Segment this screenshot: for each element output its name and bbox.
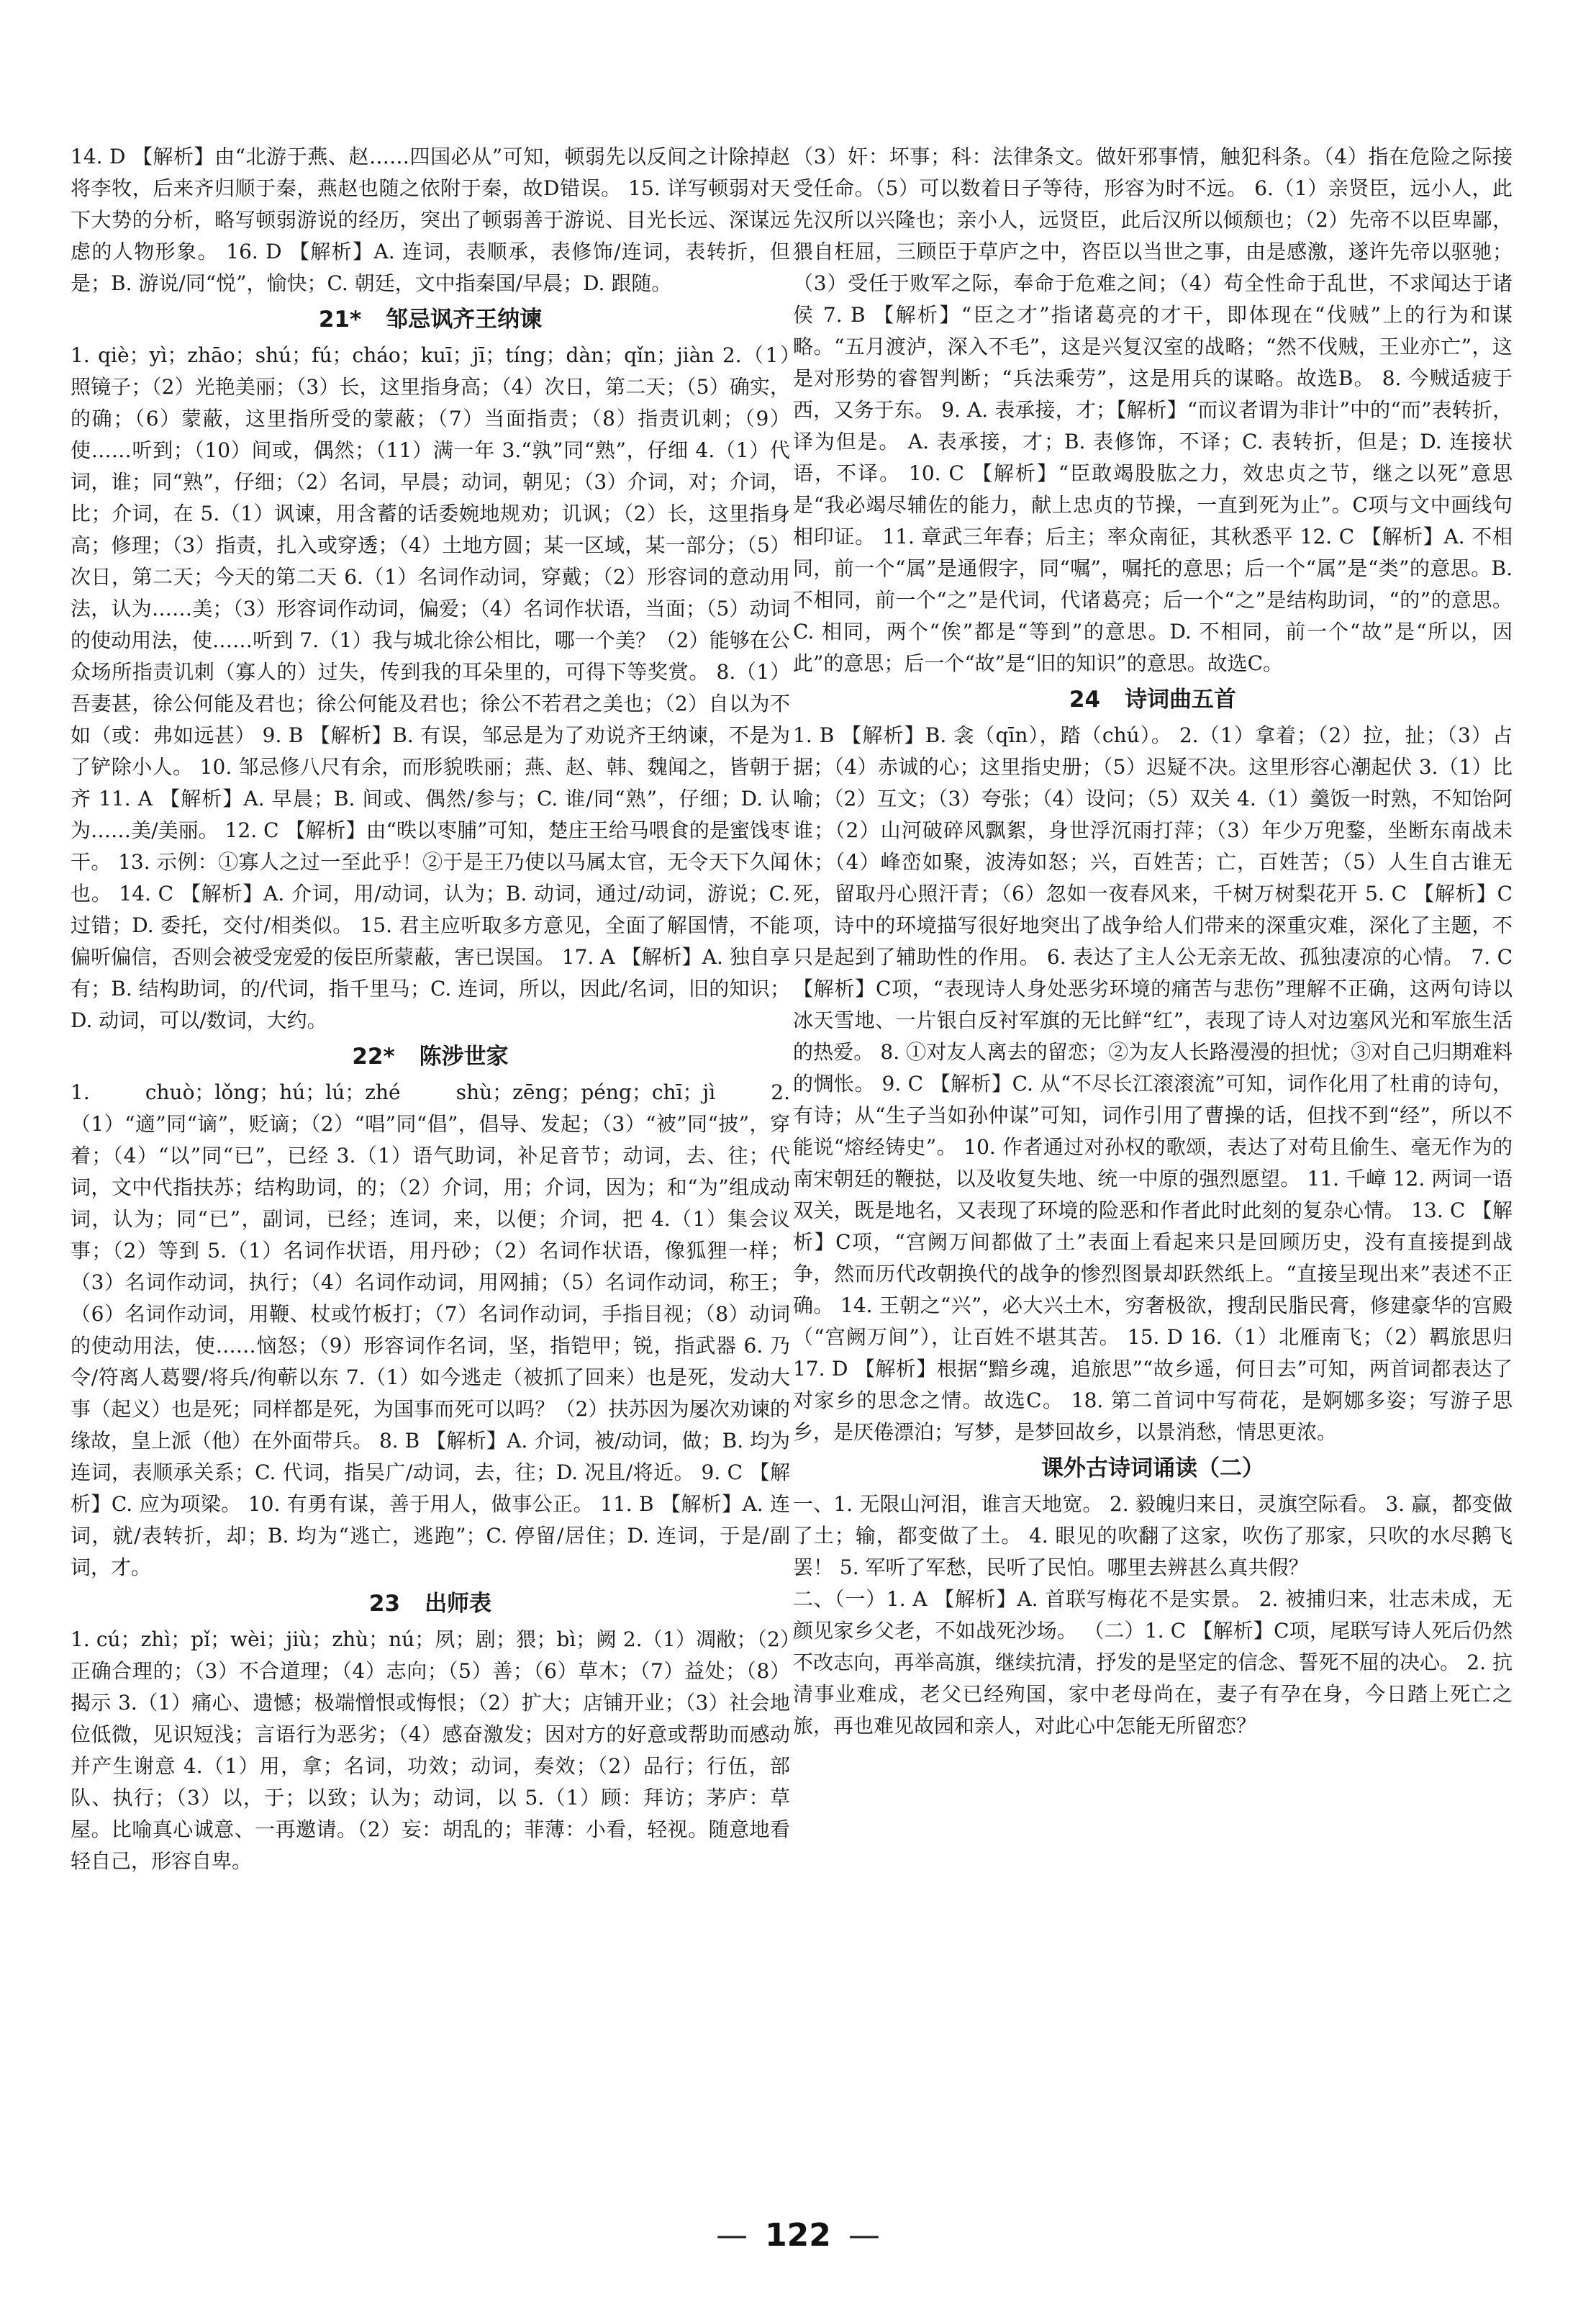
right-column xyxy=(793,141,1513,1742)
answer-paragraph-20: 14. D 【解析】由“北游于燕、赵……四国必从”可知，顿弱先以反间之计除掉赵将李牧，后来齐归顺于秦，燕赵也随之依附于秦，故D错误。 15. 详写顿弱对天下大势的分析，略写顿弱游说的经历，突出了顿弱善于游说、目光长远、深谋远虑的人物形象。 16. D 【解析】A. 连词，表顺承，表修饰/连词，表转折，但是；B. 游说/同“悦”，愉快；C. 朝廷，文中指秦国/早晨；D. 跟随。 xyxy=(71,145,790,295)
section-heading-extra xyxy=(793,1453,1513,1484)
answer-paragraph-23-cont: （3）奸：坏事；科：法律条文。做奸邪事情，触犯科条。（4）指在危险之际接受任命。（5）可以数着日子等待，形容为时不远。 6.（1）亲贤臣，远小人，此先汉所以兴隆也；亲小人，远贤臣，此后汉所以倾颓也；（2）先帝不以臣卑鄙，猥自枉屈，三顾臣于草庐之中，咨臣以当世之事，由是感激，遂许先帝以驱驰；（3）受任于败军之际，奉命于危难之间；（4）苟全性命于乱世，不求闻达于诸侯 7. B 【解析】“臣之才”指诸葛亮的才干，即体现在“伐贼”上的行为和谋略。“五月渡泸，深入不毛”，这是兴复汉室的战略；“然不伐贼，王业亦亡”，这是对形势的睿智判断；“兵法乘劳”，这是用兵的谋略。故选B。 8. 今贼适疲于西，又务于东。 9. A. 表承接，才；【解析】“而议者谓为非计”中的“而”表转折，译为但是。 A. 表承接，才；B. 表修饰，不译；C. 表转折，但是；D. 连接状语，不译。 10. C 【解析】“臣敢竭股肱之力，效忠贞之节，继之以死”意思是“我必竭尽辅佐的能力，献上忠贞的节操，一直到死为止”。C项与文中画线句相印证。 11. 章武三年春；后主；率众南征，其秋悉平 12. C 【解析】A. 不相同，前一个“属”是通假字，同“嘱”，嘱托的意思；后一个“属”是“类”的意思。B. 不相同，前一个“之”是代词，代诸葛亮；后一个“之”是结构助词，“的”的意思。C. 相同，两个“俟”都是“等到”的意思。D. 不相同，前一个“故”是“所以，因此”的意思；后一个“故”是“旧的知识”的意思。故选C。 xyxy=(793,145,1513,675)
answer-paragraph-21: 1. qiè；yì；zhāo；shú；fú；cháo；kuī；jī；tíng；dàn；qǐn；jiàn 2.（1）照镜子；（2）光艳美丽；（3）长，这里指身高；（4）次日，第二天；（5）确实，的确；（6）蒙蔽，这里指所受的蒙蔽；（7）当面指责；（8）指责讥刺；（9）使……听到；（10）间或，偶然；（11）满一年 3.“孰”同“熟”，仔细 4.（1）代词，谁；同“熟”，仔细；（2）名词，早晨；动词，朝见；（3）介词，对；介词，比；介词，在 5.（1）讽谏，用含蓄的话委婉地规劝；讥讽；（2）长，这里指身高；修理；（3）指责，扎入或穿透；（4）土地方圆；某一区域，某一部分；（5）次日，第二天；今天的第二天 6.（1）名词作动词，穿戴；（2）形容词的意动用法，认为……美；（3）形容词作动词，偏爱；（4）名词作状语，当面；（5）动词的使动用法，使……听到 7.（1）我与城北徐公相比，哪一个美？（2）能够在公众场所指责讥刺（寡人的）过失，传到我的耳朵里的，可得下等奖赏。 8.（1）吾妻甚，徐公何能及君也；徐公何能及君也；徐公不若君之美也；（2）自以为不如（或：弗如远甚） 9. B 【解析】B. 有误，邹忌是为了劝说齐王纳谏，不是为了铲除小人。 10. 邹忌修八尺有余，而形貌昳丽；燕、赵、韩、魏闻之，皆朝于齐 11. A 【解析】A. 早晨；B. 间或、偶然/参与；C. 谁/同“熟”，仔细；D. 认为……美/美丽。 12. C 【解析】由“昳以枣脯”可知，楚庄王给马喂食的是蜜饯枣干。 13. 示例：①寡人之过一至此乎！②于是王乃使以马属太官，无令天下久闻也。 14. C 【解析】A. 介词，用/动词，认为；B. 动词，通过/动词，游说；C. 过错；D. 委托，交付/相类似。 15. 君主应听取多方意见，全面了解国情，不能偏听偏信，否则会被受宠爱的佞臣所蒙蔽，害已误国。 17. A 【解析】A. 独自享有；B. 结构助词，的/代词，指千里马；C. 连词，所以，因此/名词，旧的知识；D. 动词，可以/数词，大约。 xyxy=(71,343,790,1032)
section-number: 24 xyxy=(1069,687,1101,713)
section-heading-24 xyxy=(793,684,1513,715)
section-title: 陈涉世家 xyxy=(419,1044,509,1070)
section-heading-23 xyxy=(71,1588,790,1620)
section-title: 出师表 xyxy=(425,1591,492,1617)
answer-paragraph-extra-1: 一、1. 无限山河泪，谁言天地宽。 2. 毅魄归来日，灵旗空际看。 3. 赢，都变做了土；输，都变做了土。 4. 眼见的吹翻了这家，吹伤了那家，只吹的水尽鹅飞罢！ 5. 军听了军愁，民听了民怕。哪里去辨甚么真共假？ xyxy=(793,1492,1513,1579)
section-number: 21* xyxy=(318,307,362,333)
footer-dash-right: — xyxy=(848,2217,880,2254)
section-heading-22 xyxy=(71,1041,790,1072)
section-number: 22* xyxy=(352,1044,395,1070)
page-number: 122 xyxy=(765,2217,831,2254)
section-number: 23 xyxy=(368,1591,401,1617)
section-heading-21 xyxy=(71,304,790,335)
answer-paragraph-23: 1. cú；zhì；pǐ；wèi；jiù；zhù；nú；夙；剧；猥；bì；阙 2.（1）凋敝；（2）正确合理的；（3）不合道理；（4）志向；（5）善；（6）草木；（7）益处；（8）揭示 3.（1）痛心、遗憾；极端憎恨或悔恨；（2）扩大；店铺开业；（3）社会地位低微，见识短浅；言语行为恶劣；（4）感奋激发；因对方的好意或帮助而感动并产生谢意 4.（1）用，拿；名词，功效；动词，奏效；（2）品行；行伍，部队、执行；（3）以，于；以致；认为；动词，以 5.（1）顾：拜访；茅庐：草屋。比喻真心诚意、一再邀请。（2）妄：胡乱的；菲薄：小看，轻视。随意地看轻自己，形容自卑。 xyxy=(71,1627,790,1873)
answer-paragraph-extra-2: 二、（一）1. A 【解析】A. 首联写梅花不是实景。 2. 被捕归来，壮志未成，无颜见家乡父老，不如战死沙场。 （二）1. C 【解析】C项，尾联写诗人死后仍然不改志向，再举高旗，继续抗清，抒发的是坚定的信念、誓死不屈的决心。 2. 抗清事业难成，老父已经殉国，家中老母尚在，妻子有孕在身，今日踏上死亡之旅，再也难见故园和亲人，对此心中怎能无所留恋？ xyxy=(793,1587,1513,1738)
section-title: 诗词曲五首 xyxy=(1125,687,1237,713)
answer-paragraph-22: 1. chuò；lǒng；hú；lú；zhé shù；zēng；péng；chī；jì 2.（1）“適”同“谪”，贬谪；（2）“唱”同“倡”，倡导、发起；（3）“被”同“披”，穿着；（4）“以”同“已”，已经 3.（1）语气助词，补足音节；动词，去、往；代词，文中代指扶苏；结构助词，的；（2）介词，用；介词，因为；和“为”组成动词，认为；同“已”，副词，已经；连词，来，以便；介词，把 4.（1）集会议事；（2）等到 5.（1）名词作状语，用丹砂；（2）名词作状语，像狐狸一样；（3）名词作动词，执行；（4）名词作动词，用网捕；（5）名词作动词，称王；（6）名词作动词，用鞭、杖或竹板打；（7）名词作动词，手指目视；（8）动词的使动用法，使……恼怒；（9）形容词作名词，坚，指铠甲；锐，指武器 6. 乃令/符离人葛婴/将兵/徇蕲以东 7.（1）如今逃走（被抓了回来）也是死，发动大事（起义）也是死；同样都是死，为国事而死可以吗？（2）扶苏因为屡次劝谏的缘故，皇上派（他）在外面带兵。 8. B 【解析】A. 介词，被/动词，做；B. 均为连词，表顺承关系；C. 代词，指吴广/动词，去，往；D. 况且/将近。 9. C 【解析】C. 应为项梁。 10. 有勇有谋，善于用人，做事公正。 11. B 【解析】A. 连词，就/表转折，却；B. 均为“逃亡，逃跑”；C. 停留/居住；D. 连词，于是/副词，才。 xyxy=(71,1080,790,1579)
section-title: 课外古诗词诵读（二） xyxy=(1041,1455,1264,1481)
page-footer xyxy=(0,2217,1596,2254)
answer-paragraph-24: 1. B 【解析】B. 衾（qīn），踏（chú）。 2.（1）拿着；（2）拉，扯；（3）占据；（4）赤诚的心；这里指史册；（5）迟疑不决。这里形容心潮起伏 3.（1）比喻；（2）互文；（3）夸张；（4）设问；（5）双关 4.（1）羹饭一时熟，不知饴阿谁；（2）山河破碎风飘絮，身世浮沉雨打萍；（3）年少万兜鍪，坐断东南战未休；（4）峰峦如聚，波涛如怒；兴，百姓苦；亡，百姓苦；（5）人生自古谁无死，留取丹心照汗青；（6）忽如一夜春风来，千树万树梨花开 5. C 【解析】C项，诗中的环境描写很好地突出了战争给人们带来的深重灾难，深化了主题，不只是起到了辅助性的作用。 6. 表达了主人公无亲无故、孤独凄凉的心情。 7. C 【解析】C项，“表现诗人身处恶劣环境的痛苦与悲伤”理解不正确，这两句诗以冰天雪地、一片银白反衬军旗的无比鲜“红”，表现了诗人对边塞风光和军旅生活的热爱。 8. ①对友人离去的留恋；②为友人长路漫漫的担忧；③对自己归期难料的惆怅。 9. C 【解析】C. 从“不尽长江滚滚流”可知，词作化用了杜甫的诗句，有诗；从“生子当如孙仲谋”可知，词作引用了曹操的话，但找不到“经”，所以不能说“熔经铸史”。 10. 作者通过对孙权的歌颂，表达了对苟且偷生、毫无作为的南宋朝廷的鞭挞，以及收复失地、统一中原的强烈愿望。 11. 千嶂 12. 两词一语双关，既是地名，又表现了环境的险恶和作者此时此刻的复杂心情。 13. C 【解析】C项，“宫阙万间都做了土”表面上看起来只是回顾历史，没有直接提到战争，然而历代改朝换代的战争的惨烈图景却跃然纸上。“直接呈现出来”表述不正确。 14. 王朝之“兴”，必大兴土木，穷奢极欲，搜刮民脂民膏，修建豪华的宫殿（“宫阙万间”），让百姓不堪其苦。 15. D 16.（1）北雁南飞；（2）羁旅思归 17. D 【解析】根据“黯乡魂，追旅思”“故乡遥，何日去”可知，两首词都表达了对家乡的思念之情。故选C。 18. 第二首词中写荷花，是婀娜多姿；写游子思乡，是厌倦漂泊；写梦，是梦回故乡，以景消愁，情思更浓。 xyxy=(793,723,1513,1444)
left-column xyxy=(71,141,790,1877)
footer-dash-left: — xyxy=(716,2217,748,2254)
section-title: 邹忌讽齐王纳谏 xyxy=(386,307,543,333)
